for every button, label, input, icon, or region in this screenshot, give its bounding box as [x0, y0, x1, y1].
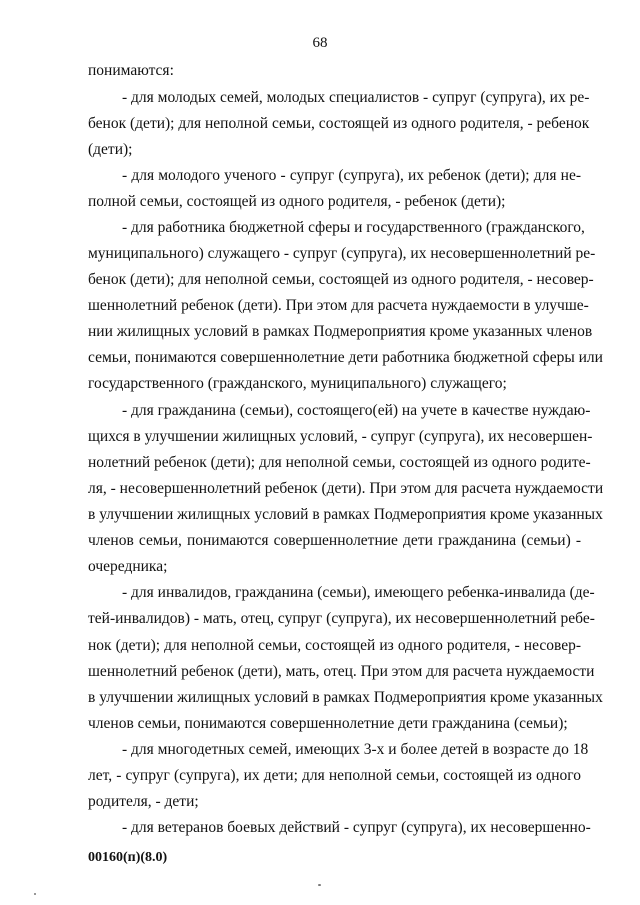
text-line: нок (дети); для неполной семьи, состоящей из одного родителя, - несовер-: [88, 637, 581, 654]
text-line: - для ветеранов боевых действий - супруг (супруга), их несовершенно-: [122, 819, 591, 836]
page-number: 68: [312, 35, 328, 51]
text-line: тей-инвалидов) - мать, отец, супруг (супруга), их несовершеннолетний ребе-: [88, 610, 595, 627]
text-line: шеннолетний ребенок (дети), мать, отец. При этом для расчета нуждаемости: [88, 663, 595, 680]
text-line: бенок (дети); для неполной семьи, состоящей из одного родителя, - несовер-: [88, 271, 594, 288]
text-line: понимаются:: [88, 62, 174, 79]
text-line: бенок (дети); для неполной семьи, состоящей из одного родителя, - ребенок: [88, 115, 590, 132]
text-line: - для работника бюджетной сферы и государственного (гражданского,: [122, 219, 585, 236]
text-line: лет, - супруг (супруга), их дети; для неполной семьи, состоящей из одного: [88, 767, 581, 784]
text-line: нолетний ребенок (дети); для неполной семьи, состоящей из одного родите-: [88, 454, 591, 471]
text-line: - для молодого ученого - супруг (супруга), их ребенок (дети); для не-: [122, 167, 581, 184]
document-code: 00160(п)(8.0): [88, 850, 168, 865]
scan-speck: [318, 884, 321, 886]
text-line: членов семьи, понимаются совершеннолетние дети гражданина (семьи) -: [88, 532, 581, 549]
text-line: - для молодых семей, молодых специалистов - супруг (супруга), их ре-: [122, 89, 590, 106]
text-line: щихся в улучшении жилищных условий, - супруг (супруга), их несовершен-: [88, 428, 593, 445]
text-line: - для гражданина (семьи), состоящего(ей) на учете в качестве нуждаю-: [122, 402, 591, 419]
text-line: в улучшении жилищных условий в рамках Подмероприятия кроме указанных: [88, 506, 603, 523]
text-line: государственного (гражданского, муниципального) служащего;: [88, 375, 507, 392]
text-line: шеннолетний ребенок (дети). При этом для расчета нуждаемости в улучше-: [88, 297, 589, 314]
scan-speck: [34, 893, 36, 895]
text-line: в улучшении жилищных условий в рамках Подмероприятия кроме указанных: [88, 689, 603, 706]
text-line: очередника;: [88, 558, 168, 575]
text-line: родителя, - дети;: [88, 793, 199, 810]
text-line: - для инвалидов, гражданина (семьи), имеющего ребенка-инвалида (де-: [122, 584, 595, 601]
text-line: семьи, понимаются совершеннолетние дети работника бюджетной сферы или: [88, 349, 603, 366]
text-line: членов семьи, понимаются совершеннолетние дети гражданина (семьи);: [88, 715, 568, 732]
text-line: (дети);: [88, 141, 133, 158]
text-line: муниципального) служащего - супруг (супруга), их несовершеннолетний ре-: [88, 245, 596, 262]
text-line: - для многодетных семей, имеющих 3-х и более детей в возрасте до 18: [122, 741, 589, 758]
text-line: нии жилищных условий в рамках Подмероприятия кроме указанных членов: [88, 323, 593, 340]
text-line: ля, - несовершеннолетний ребенок (дети). При этом для расчета нуждаемости: [88, 480, 604, 497]
text-line: полной семьи, состоящей из одного родителя, - ребенок (дети);: [88, 193, 506, 210]
